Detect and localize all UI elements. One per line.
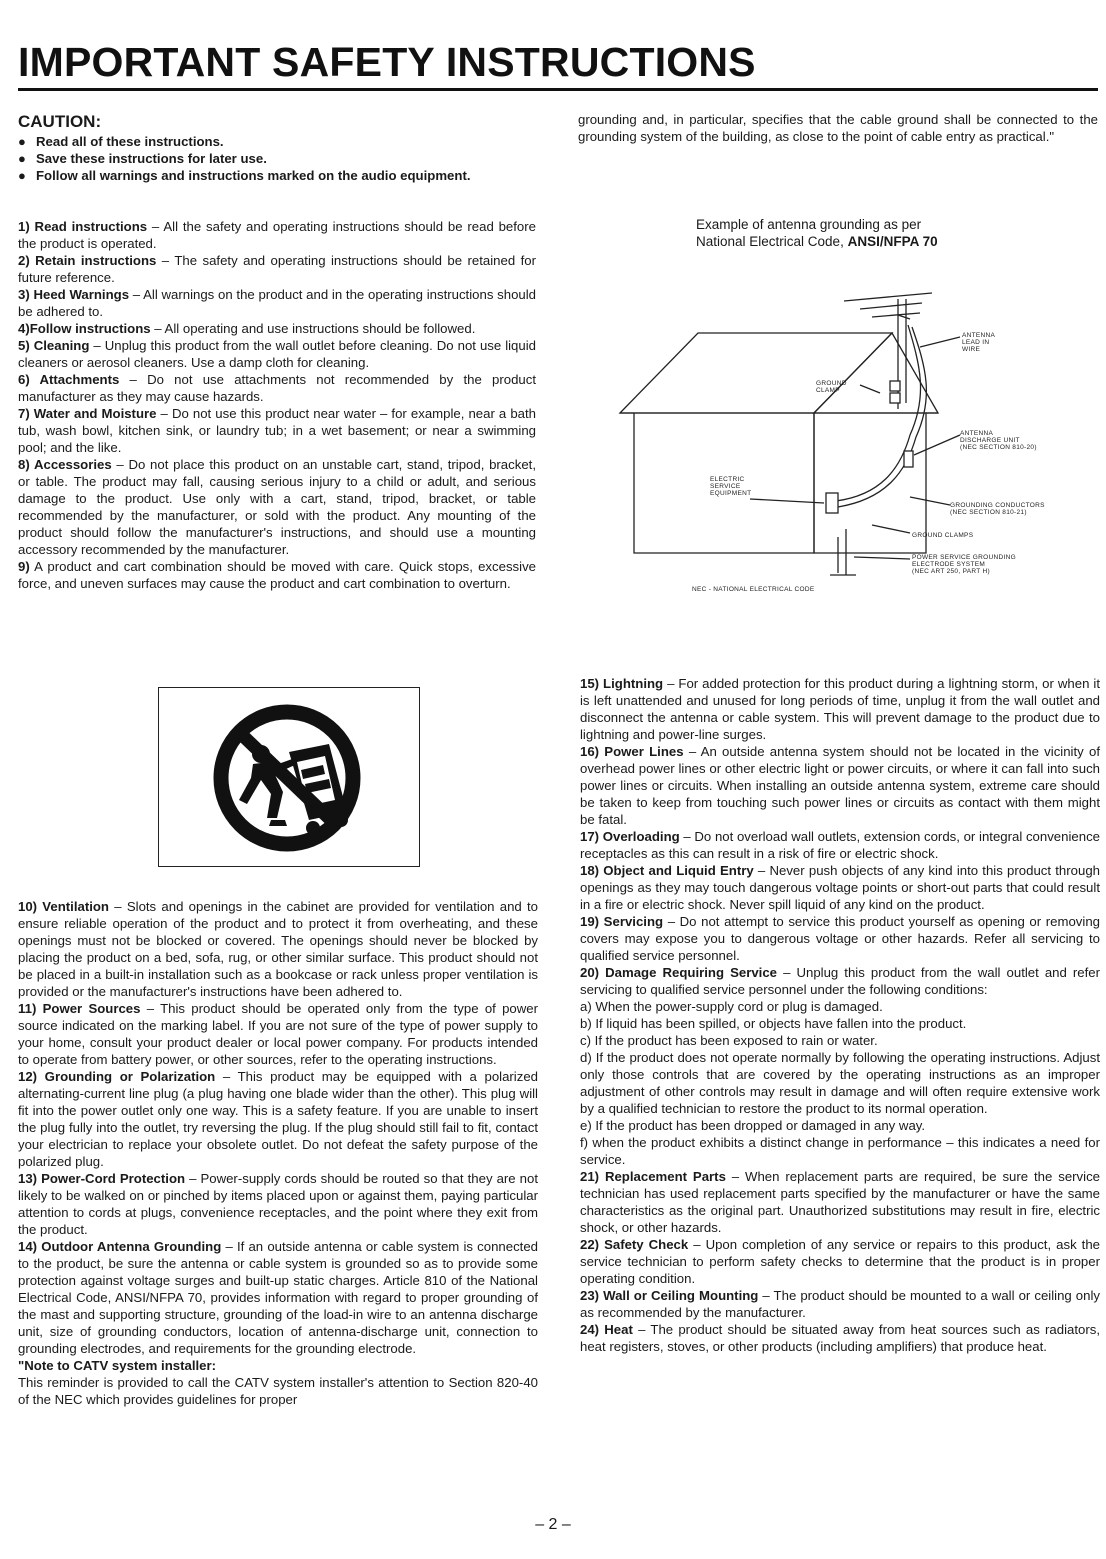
instruction-4: 4)Follow instructions – All operating and use instructions should be followed. <box>18 321 476 336</box>
instruction-7: 7) Water and Moisture – Do not use this product near water – for example, near a bath tub, wash bowl, kitchen sink, or laundry tub; in a wet basement; or near a swimming pool; and the like. <box>18 406 536 455</box>
bullet-icon: ● <box>18 134 26 149</box>
catv-note-continuation <box>578 111 1098 145</box>
instruction-20: 20) Damage Requiring Service – Unplug this product from the wall outlet and refer servicing to qualified service personnel under the following conditions: <box>580 965 1101 997</box>
condition-b: b) If liquid has been spilled, or objects have fallen into the product. <box>580 1016 967 1031</box>
bullet-icon: ● <box>18 151 26 166</box>
instructions-right-bottom <box>580 675 1100 1355</box>
instruction-24: 24) Heat – The product should be situated away from heat sources such as radiators, heat registers, stoves, or other products (including amplifiers) that produce heat. <box>580 1322 1100 1354</box>
bullet-icon: ● <box>18 168 26 183</box>
caution-item: ● Save these instructions for later use. <box>18 151 267 166</box>
instruction-6: 6) Attachments – Do not use attachments not recommended by the product manufacturer as they may cause hazards. <box>18 372 536 404</box>
condition-d: d) If the product does not operate normally by following the operating instructions. Adjust only those controls that are covered by the operating instructions as an improper adjustment of other controls may result in damage and will often require extensive work by a qualified technician to restore the product to its normal operation. <box>580 1050 1100 1116</box>
label-power-service: POWER SERVICE GROUNDING <box>912 554 1016 561</box>
instruction-3: 3) Heed Warnings – All warnings on the product and in the operating instructions should be adhered to. <box>18 287 537 319</box>
instruction-17: 17) Overloading – Do not overload wall outlets, extension cords, or integral convenience receptacles as this can result in a risk of fire or electric shock. <box>580 829 1101 861</box>
instruction-12: 12) Grounding or Polarization – This product may be equipped with a polarized alternating-current line plug (a plug having one blade wider than the other). This plug will fit into the power outlet only one way. This is a safety feature. If you are unable to insert the plug fully into the outlet, try reversing the plug. If the plug should still fail to fit, contact your electrician to replace your obsolete outlet. Do not defeat the safety purpose of the polarized plug. <box>18 1069 538 1169</box>
condition-a: a) When the power-supply cord or plug is damaged. <box>580 999 883 1014</box>
condition-c: c) If the product has been exposed to rain or water. <box>580 1033 878 1048</box>
label-electric-equipment: ELECTRIC <box>710 476 745 483</box>
instruction-14: 14) Outdoor Antenna Grounding – If an outside antenna or cable system is connected to the product, be sure the antenna or cable system is grounded so as to provide some protection against voltage surges and built-up static charges. Article 810 of the National Electrical Code, ANSI/NFPA 70, provides information with regard to proper grounding of the mast and supporting structure, grounding of the load-in wire to an antenna discharge unit, size of grounding conductors, location of antenna-discharge unit, connection to grounding electrodes, and requirements for the grounding electrode. <box>18 1239 539 1356</box>
instruction-19: 19) Servicing – Do not attempt to service this product yourself as opening or removing covers may expose you to dangerous voltage or other hazards. Refer all servicing to qualified service personnel. <box>580 914 1100 963</box>
instruction-16: 16) Power Lines – An outside antenna system should not be located in the vicinity of overhead power lines or other electric light or power circuits, or where it can fall into such power lines or circuits. When installing an outside antenna system, extreme care should be taken to keep from touching such power lines or circuits as contact with them might be fatal. <box>580 744 1100 827</box>
condition-e: e) If the product has been dropped or damaged in any way. <box>580 1118 926 1133</box>
page-title: IMPORTANT SAFETY INSTRUCTIONS <box>18 39 756 85</box>
instruction-10: 10) Ventilation – Slots and openings in the cabinet are provided for ventilation and to ensure reliable operation of the product and to protect it from overheating, and these openings must not be blocked or covered. The openings should never be blocked by placing the product on a bed, sofa, rug, or other similar surface. This product should not be placed in a built-in installation such as a bookcase or rack unless proper ventilation is provided or the manufacturer's instructions have been adhered to. <box>18 899 539 999</box>
catv-note-continued: grounding and, in particular, specifies that the cable ground shall be connected to the grounding system of the building, as close to the point of cable entry as practical." <box>578 112 1098 144</box>
svg-text:DISCHARGE UNIT: DISCHARGE UNIT <box>960 437 1020 444</box>
instruction-1: 1) Read instructions – All the safety and operating instructions should be read before the product is operated. <box>18 219 536 251</box>
condition-f: f) when the product exhibits a distinct change in performance – this indicates a need for service. <box>580 1135 1100 1167</box>
page-number: – 2 – <box>535 1516 571 1533</box>
cart-warning-box <box>158 687 420 867</box>
title-rule <box>18 88 1098 91</box>
svg-text:EQUIPMENT: EQUIPMENT <box>710 490 752 497</box>
cart-tip-over-icon <box>201 700 377 854</box>
instructions-left-bottom <box>18 898 538 1408</box>
catv-note-heading: "Note to CATV system installer: <box>18 1358 216 1373</box>
catv-note-text: This reminder is provided to call the CATV system installer's attention to Section 820-40 of the NEC which provides guidelines for proper <box>18 1375 538 1407</box>
instruction-9: 9) A product and cart combination should be moved with care. Quick stops, excessive force, and uneven surfaces may cause the product and cart combination to overturn. <box>18 559 536 591</box>
instruction-2: 2) Retain instructions – The safety and operating instructions should be retained for future reference. <box>18 253 536 285</box>
label-nec-note: NEC - NATIONAL ELECTRICAL CODE <box>692 586 815 593</box>
instruction-23: 23) Wall or Ceiling Mounting – The product should be mounted to a wall or ceiling only as recommended by the manufacturer. <box>580 1288 1100 1320</box>
svg-text:(NEC SECTION 810-20): (NEC SECTION 810-20) <box>960 444 1037 451</box>
caution-list <box>18 133 518 184</box>
label-grounding-conductors: GROUNDING CONDUCTORS <box>950 502 1045 509</box>
antenna-figure-caption: Example of antenna grounding as per National Electrical Code, ANSI/NFPA 70 <box>696 217 938 249</box>
svg-text:LEAD IN: LEAD IN <box>962 339 990 346</box>
instruction-15: 15) Lightning – For added protection for this product during a lightning storm, or when it is left unattended and unused for long periods of time, unplug it from the wall outlet and disconnect the antenna or cable system. This will prevent damage to the product due to lightning and power-line surges. <box>580 676 1100 742</box>
caution-item: ● Follow all warnings and instructions marked on the audio equipment. <box>18 168 471 183</box>
caution-heading: CAUTION: <box>18 112 102 131</box>
svg-text:WIRE: WIRE <box>962 346 981 353</box>
svg-text:SERVICE: SERVICE <box>710 483 741 490</box>
svg-text:ELECTRODE SYSTEM: ELECTRODE SYSTEM <box>912 561 986 568</box>
label-discharge-unit: ANTENNA <box>960 430 994 437</box>
label-ground-clamps: GROUND CLAMPS <box>912 532 974 539</box>
svg-text:(NEC SECTION 810-21): (NEC SECTION 810-21) <box>950 509 1027 516</box>
instruction-13: 13) Power-Cord Protection – Power-supply cords should be routed so that they are not likely to be walked on or pinched by items placed upon or against them, paying particular attention to cords at plugs, convenience receptacles, and the point where they exit from the product. <box>18 1171 538 1237</box>
antenna-grounding-diagram <box>610 285 1070 600</box>
svg-text:(NEC ART 250, PART H): (NEC ART 250, PART H) <box>912 568 990 575</box>
instruction-22: 22) Safety Check – Upon completion of any service or repairs to this product, ask the service technician to perform safety checks to determine that the product is in proper operating condition. <box>580 1237 1100 1286</box>
svg-text:CLAMP: CLAMP <box>816 387 840 394</box>
instruction-21: 21) Replacement Parts – When replacement parts are required, be sure the service technician has used replacement parts specified by the manufacturer or have the same characteristics as the original part. Unauthorized substitutions may result in fire, electric shock, or other hazards. <box>580 1169 1100 1235</box>
instructions-left-top <box>18 218 536 592</box>
label-ground-clamp: GROUND <box>816 380 847 387</box>
instruction-11: 11) Power Sources – This product should be operated only from the type of power source indicated on the marking label. If you are not sure of the type of power supply to your home, consult your product dealer or local power company. For products intended to operate from battery power, or other sources, refer to the operating instructions. <box>18 1001 538 1067</box>
instruction-5: 5) Cleaning – Unplug this product from the wall outlet before cleaning. Do not use liquid cleaners or aerosol cleaners. Use a damp cloth for cleaning. <box>18 338 536 370</box>
caution-item: ● Read all of these instructions. <box>18 134 224 149</box>
instruction-18: 18) Object and Liquid Entry – Never push objects of any kind into this product through openings as they may touch dangerous voltage points or short-out parts that could result in a fire or electric shock. Never spill liquid of any kind on the product. <box>580 863 1100 912</box>
label-antenna-lead: ANTENNA <box>962 332 996 339</box>
instruction-8: 8) Accessories – Do not place this product on an unstable cart, stand, tripod, bracket, or table. The product may fall, causing serious injury to a child or adult, and serious damage to the product. Use only with a cart, stand, tripod, bracket, or table recommended by the manufacturer, or sold with the product. Any mounting of the product should follow the manufacturer's instructions, and should use a mounting accessory recommended by the manufacturer. <box>18 457 536 557</box>
